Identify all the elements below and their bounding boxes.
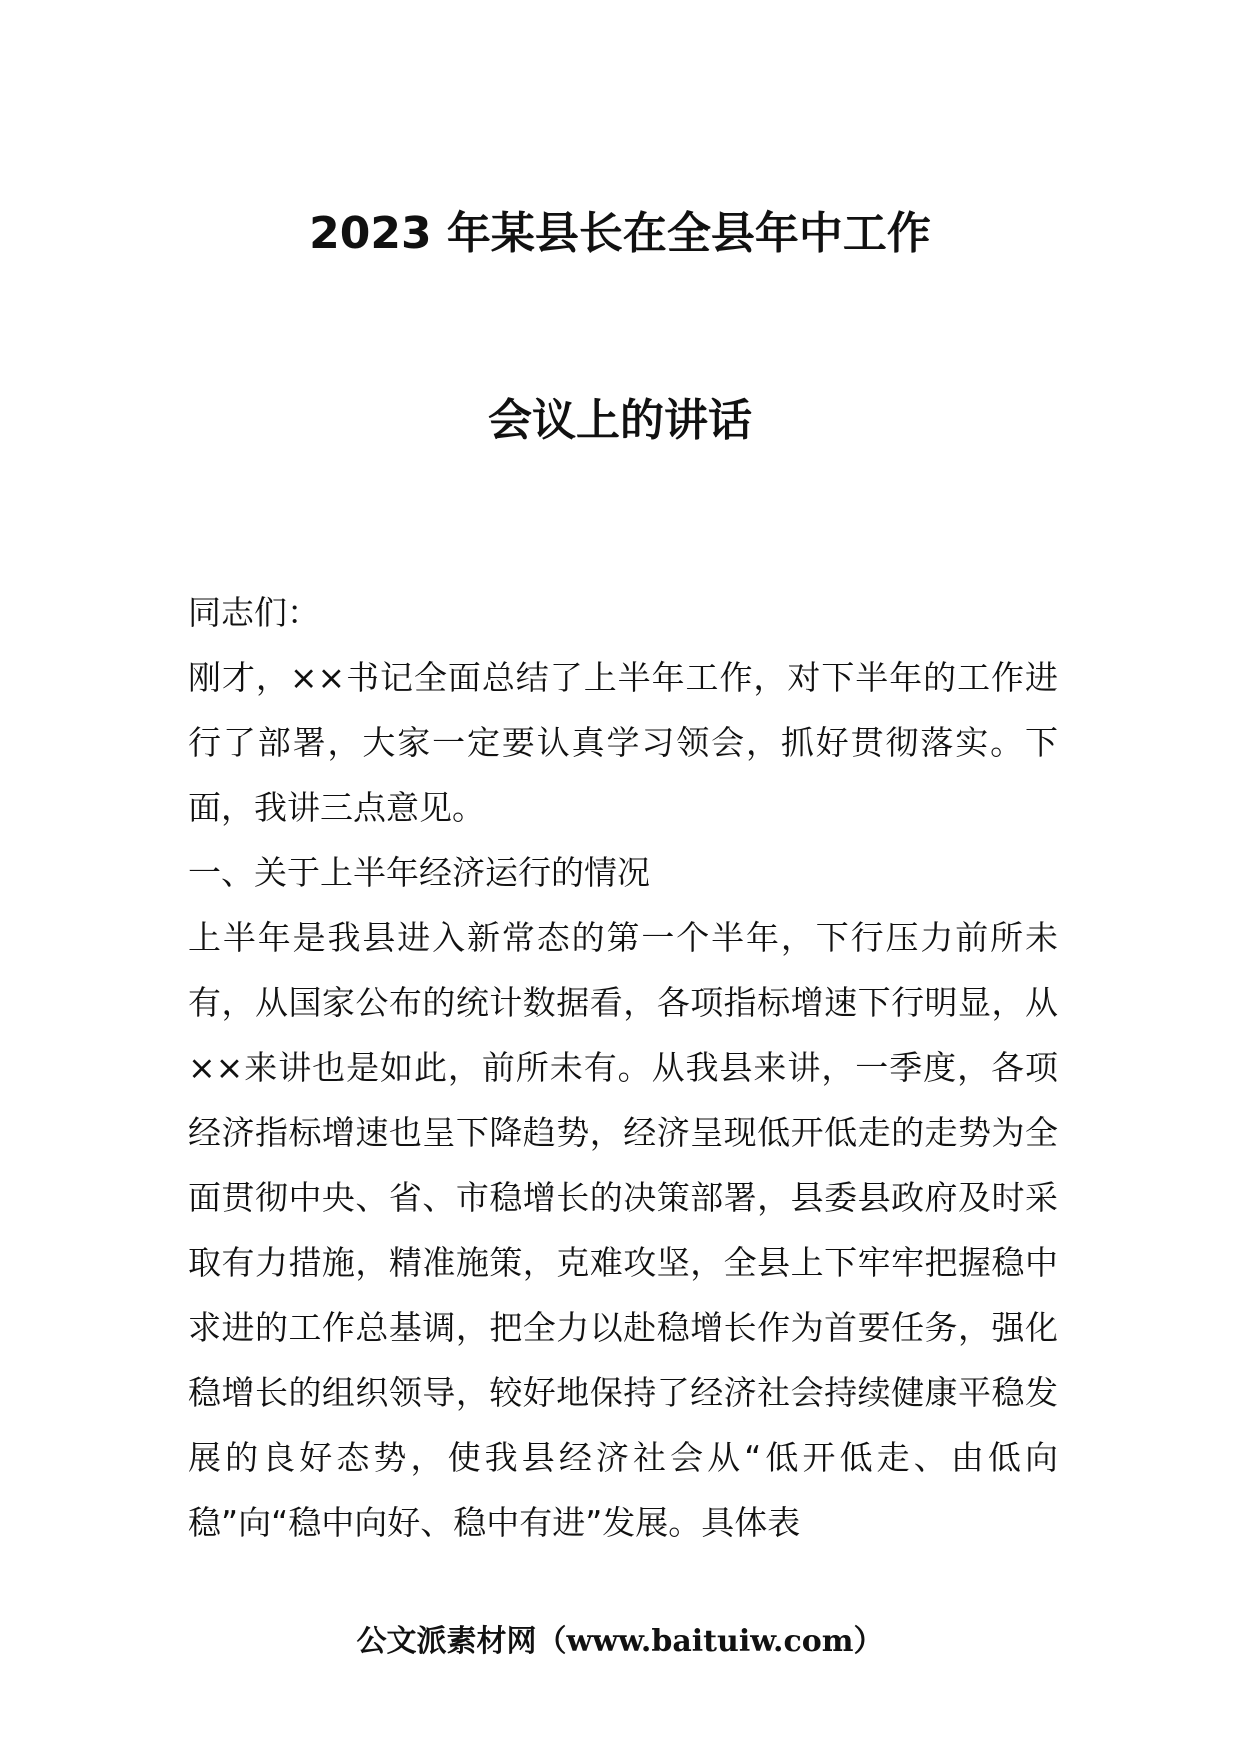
body-paragraph-section-1: 上半年是我县进入新常态的第一个半年，下行压力前所未有，从国家公布的统计数据看，各项指标增速下行明显，从××来讲也是如此，前所未有。从我县来讲，一季度，各项经济指标增速也呈下降趋势，经济呈现低开低走的走势为全面贯彻中央、省、市稳增长的决策部署，县委县政府及时采取有力措施，精准施策，克难攻坚，全县上下牢牢把握稳中求进的工作总基调，把全力以赴稳增长作为首要任务，强化稳增长的组织领导，较好地保持了经济社会持续健康平稳发展的良好态势，使我县经济社会从“低开低走、由低向稳”向“稳中向好、稳中有进”发展。具体表 <box>188 918 1058 1542</box>
document-body <box>188 580 1058 1555</box>
footer-watermark: 公文派素材网（www.baituiw.com） <box>356 1624 884 1659</box>
document-title-line-2: 会议上的讲话 <box>488 395 752 446</box>
section-heading-1: 一、关于上半年经济运行的情况 <box>188 853 650 892</box>
body-paragraph-intro: 刚才，××书记全面总结了上半年工作，对下半年的工作进行了部署，大家一定要认真学习领会，抓好贯彻落实。下面，我讲三点意见。 <box>188 658 1058 827</box>
document-title-line-1: 2023 年某县长在全县年中工作 <box>309 208 931 259</box>
salutation: 同志们： <box>188 593 320 632</box>
